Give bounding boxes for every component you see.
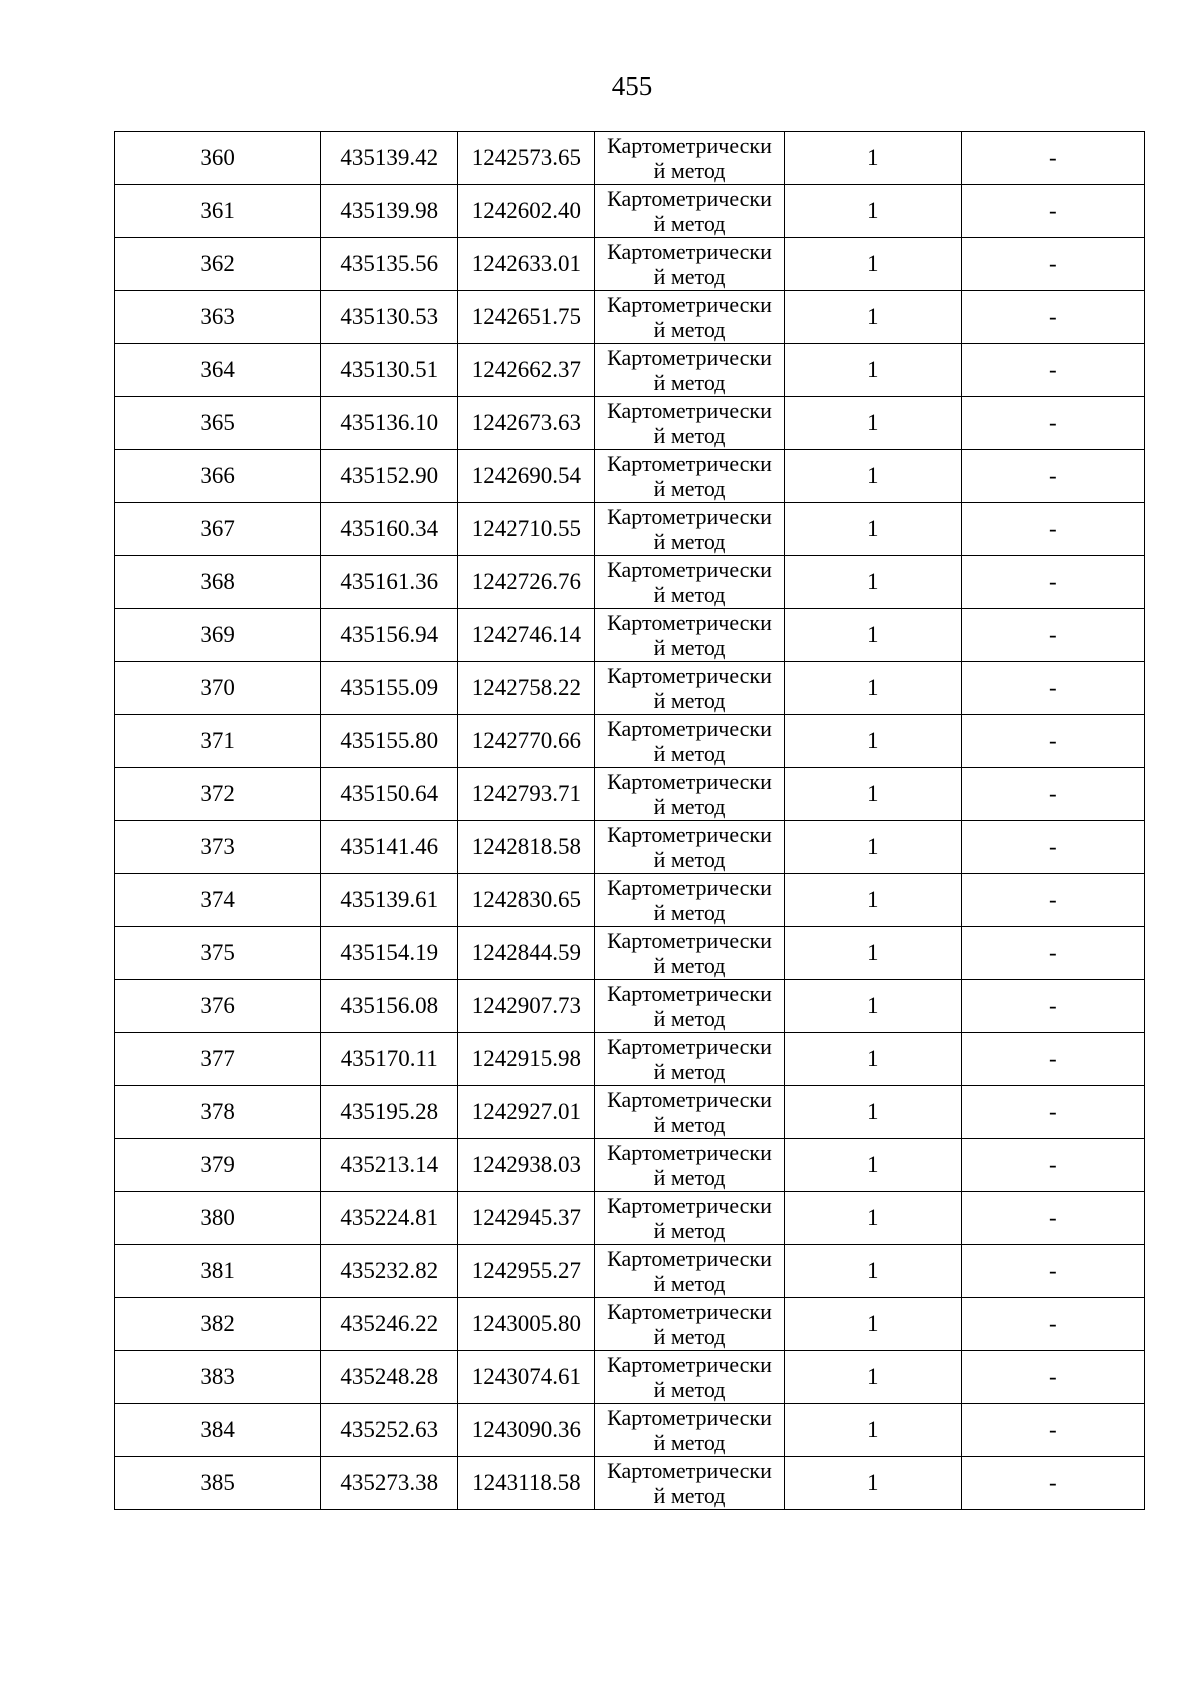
x-coordinate-cell: 435224.81 — [321, 1192, 458, 1245]
method-text-line-1: Картометрически — [607, 1193, 772, 1218]
method-cell — [595, 344, 784, 397]
y-coordinate-cell: 1242844.59 — [458, 927, 595, 980]
method-cell — [595, 768, 784, 821]
method-text-line-2: й метод — [653, 264, 726, 289]
description-cell: - — [961, 874, 1144, 927]
table-row — [115, 980, 1145, 1033]
table-row — [115, 1298, 1145, 1351]
x-coordinate-cell: 435156.94 — [321, 609, 458, 662]
point-number-cell: 361 — [115, 185, 321, 238]
method-cell — [595, 1033, 784, 1086]
method-text-line-2: й метод — [653, 953, 726, 978]
method-text-line-1: Картометрически — [607, 186, 772, 211]
method-text-line-2: й метод — [653, 529, 726, 554]
method-text-line-1: Картометрически — [607, 292, 772, 317]
point-number-cell: 383 — [115, 1351, 321, 1404]
description-cell: - — [961, 1192, 1144, 1245]
x-coordinate-cell: 435213.14 — [321, 1139, 458, 1192]
x-coordinate-cell: 435232.82 — [321, 1245, 458, 1298]
method-text-line-1: Картометрически — [607, 610, 772, 635]
method-text-line-1: Картометрически — [607, 1405, 772, 1430]
method-cell — [595, 1404, 784, 1457]
point-number-cell: 360 — [115, 132, 321, 185]
method-cell — [595, 397, 784, 450]
x-coordinate-cell: 435170.11 — [321, 1033, 458, 1086]
x-coordinate-cell: 435248.28 — [321, 1351, 458, 1404]
point-number-cell: 370 — [115, 662, 321, 715]
accuracy-cell: 1 — [784, 1192, 961, 1245]
y-coordinate-cell: 1242758.22 — [458, 662, 595, 715]
x-coordinate-cell: 435139.61 — [321, 874, 458, 927]
y-coordinate-cell: 1242818.58 — [458, 821, 595, 874]
method-text-line-2: й метод — [653, 1165, 726, 1190]
method-cell — [595, 238, 784, 291]
method-cell — [595, 1086, 784, 1139]
page-number: 455 — [611, 71, 653, 101]
method-text-line-2: й метод — [653, 1059, 726, 1084]
table-row — [115, 132, 1145, 185]
description-cell: - — [961, 821, 1144, 874]
point-number-cell: 365 — [115, 397, 321, 450]
point-number-cell: 366 — [115, 450, 321, 503]
y-coordinate-cell: 1242673.63 — [458, 397, 595, 450]
method-cell — [595, 185, 784, 238]
y-coordinate-cell: 1242770.66 — [458, 715, 595, 768]
description-cell: - — [961, 238, 1144, 291]
method-text-line-2: й метод — [653, 1218, 726, 1243]
method-text-line-1: Картометрически — [607, 981, 772, 1006]
method-text-line-2: й метод — [653, 158, 726, 183]
method-text-line-2: й метод — [653, 582, 726, 607]
y-coordinate-cell: 1242710.55 — [458, 503, 595, 556]
y-coordinate-cell: 1242793.71 — [458, 768, 595, 821]
method-text-line-1: Картометрически — [607, 345, 772, 370]
description-cell: - — [961, 1457, 1144, 1510]
point-number-cell: 376 — [115, 980, 321, 1033]
method-text-line-1: Картометрически — [607, 1087, 772, 1112]
accuracy-cell: 1 — [784, 980, 961, 1033]
accuracy-cell: 1 — [784, 1033, 961, 1086]
point-number-cell: 364 — [115, 344, 321, 397]
y-coordinate-cell: 1243074.61 — [458, 1351, 595, 1404]
method-text-line-2: й метод — [653, 1430, 726, 1455]
y-coordinate-cell: 1242915.98 — [458, 1033, 595, 1086]
method-cell — [595, 556, 784, 609]
method-text-line-1: Картометрически — [607, 928, 772, 953]
x-coordinate-cell: 435273.38 — [321, 1457, 458, 1510]
description-cell: - — [961, 397, 1144, 450]
method-text-line-1: Картометрически — [607, 557, 772, 582]
x-coordinate-cell: 435155.09 — [321, 662, 458, 715]
x-coordinate-cell: 435150.64 — [321, 768, 458, 821]
accuracy-cell: 1 — [784, 768, 961, 821]
method-cell — [595, 1139, 784, 1192]
description-cell: - — [961, 1086, 1144, 1139]
x-coordinate-cell: 435252.63 — [321, 1404, 458, 1457]
y-coordinate-cell: 1243118.58 — [458, 1457, 595, 1510]
accuracy-cell: 1 — [784, 715, 961, 768]
table-row — [115, 1245, 1145, 1298]
table-row — [115, 450, 1145, 503]
description-cell: - — [961, 1404, 1144, 1457]
x-coordinate-cell: 435161.36 — [321, 556, 458, 609]
point-number-cell: 363 — [115, 291, 321, 344]
table-row — [115, 662, 1145, 715]
accuracy-cell: 1 — [784, 1351, 961, 1404]
x-coordinate-cell: 435156.08 — [321, 980, 458, 1033]
method-cell — [595, 715, 784, 768]
accuracy-cell: 1 — [784, 238, 961, 291]
y-coordinate-cell: 1242690.54 — [458, 450, 595, 503]
point-number-cell: 378 — [115, 1086, 321, 1139]
y-coordinate-cell: 1242651.75 — [458, 291, 595, 344]
point-number-cell: 362 — [115, 238, 321, 291]
point-number-cell: 384 — [115, 1404, 321, 1457]
table-row — [115, 1404, 1145, 1457]
method-text-line-2: й метод — [653, 476, 726, 501]
description-cell: - — [961, 344, 1144, 397]
coordinates-table-body — [115, 132, 1145, 1510]
description-cell: - — [961, 715, 1144, 768]
method-cell — [595, 1298, 784, 1351]
point-number-cell: 368 — [115, 556, 321, 609]
coordinates-table — [114, 131, 1145, 1510]
method-text-line-1: Картометрически — [607, 133, 772, 158]
accuracy-cell: 1 — [784, 1404, 961, 1457]
point-number-cell: 382 — [115, 1298, 321, 1351]
method-cell — [595, 1192, 784, 1245]
method-text-line-2: й метод — [653, 211, 726, 236]
table-row — [115, 927, 1145, 980]
table-row — [115, 1033, 1145, 1086]
method-text-line-2: й метод — [653, 317, 726, 342]
point-number-cell: 377 — [115, 1033, 321, 1086]
accuracy-cell: 1 — [784, 662, 961, 715]
table-row — [115, 1086, 1145, 1139]
y-coordinate-cell: 1242907.73 — [458, 980, 595, 1033]
table-row — [115, 1351, 1145, 1404]
table-row — [115, 556, 1145, 609]
table-row — [115, 291, 1145, 344]
x-coordinate-cell: 435160.34 — [321, 503, 458, 556]
description-cell: - — [961, 1298, 1144, 1351]
method-text-line-1: Картометрически — [607, 822, 772, 847]
accuracy-cell: 1 — [784, 1086, 961, 1139]
point-number-cell: 367 — [115, 503, 321, 556]
point-number-cell: 374 — [115, 874, 321, 927]
method-cell — [595, 662, 784, 715]
table-row — [115, 1192, 1145, 1245]
method-text-line-1: Картометрически — [607, 769, 772, 794]
x-coordinate-cell: 435130.53 — [321, 291, 458, 344]
point-number-cell: 371 — [115, 715, 321, 768]
description-cell: - — [961, 662, 1144, 715]
description-cell: - — [961, 1139, 1144, 1192]
method-text-line-2: й метод — [653, 900, 726, 925]
x-coordinate-cell: 435136.10 — [321, 397, 458, 450]
table-row — [115, 344, 1145, 397]
y-coordinate-cell: 1242573.65 — [458, 132, 595, 185]
accuracy-cell: 1 — [784, 874, 961, 927]
method-cell — [595, 609, 784, 662]
x-coordinate-cell: 435195.28 — [321, 1086, 458, 1139]
method-text-line-2: й метод — [653, 1006, 726, 1031]
y-coordinate-cell: 1242927.01 — [458, 1086, 595, 1139]
accuracy-cell: 1 — [784, 132, 961, 185]
x-coordinate-cell: 435130.51 — [321, 344, 458, 397]
method-cell — [595, 1245, 784, 1298]
accuracy-cell: 1 — [784, 609, 961, 662]
x-coordinate-cell: 435135.56 — [321, 238, 458, 291]
method-text-line-1: Картометрически — [607, 398, 772, 423]
method-text-line-1: Картометрически — [607, 1140, 772, 1165]
method-text-line-2: й метод — [653, 1377, 726, 1402]
y-coordinate-cell: 1242662.37 — [458, 344, 595, 397]
description-cell: - — [961, 185, 1144, 238]
y-coordinate-cell: 1242830.65 — [458, 874, 595, 927]
table-row — [115, 238, 1145, 291]
y-coordinate-cell: 1242938.03 — [458, 1139, 595, 1192]
method-text-line-2: й метод — [653, 794, 726, 819]
table-row — [115, 821, 1145, 874]
method-text-line-1: Картометрически — [607, 504, 772, 529]
description-cell: - — [961, 450, 1144, 503]
method-cell — [595, 927, 784, 980]
accuracy-cell: 1 — [784, 1457, 961, 1510]
y-coordinate-cell: 1242955.27 — [458, 1245, 595, 1298]
method-text-line-1: Картометрически — [607, 663, 772, 688]
accuracy-cell: 1 — [784, 1298, 961, 1351]
method-text-line-2: й метод — [653, 1271, 726, 1296]
accuracy-cell: 1 — [784, 291, 961, 344]
accuracy-cell: 1 — [784, 450, 961, 503]
description-cell: - — [961, 768, 1144, 821]
table-row — [115, 768, 1145, 821]
accuracy-cell: 1 — [784, 397, 961, 450]
accuracy-cell: 1 — [784, 556, 961, 609]
method-cell — [595, 821, 784, 874]
accuracy-cell: 1 — [784, 344, 961, 397]
description-cell: - — [961, 1033, 1144, 1086]
y-coordinate-cell: 1242746.14 — [458, 609, 595, 662]
x-coordinate-cell: 435139.42 — [321, 132, 458, 185]
method-cell — [595, 980, 784, 1033]
x-coordinate-cell: 435154.19 — [321, 927, 458, 980]
method-cell — [595, 503, 784, 556]
method-text-line-1: Картометрически — [607, 451, 772, 476]
method-cell — [595, 291, 784, 344]
method-text-line-1: Картометрически — [607, 716, 772, 741]
table-row — [115, 503, 1145, 556]
method-text-line-2: й метод — [653, 1324, 726, 1349]
method-cell — [595, 1351, 784, 1404]
x-coordinate-cell: 435139.98 — [321, 185, 458, 238]
description-cell: - — [961, 503, 1144, 556]
method-cell — [595, 874, 784, 927]
method-text-line-1: Картометрически — [607, 1352, 772, 1377]
x-coordinate-cell: 435141.46 — [321, 821, 458, 874]
y-coordinate-cell: 1242633.01 — [458, 238, 595, 291]
point-number-cell: 372 — [115, 768, 321, 821]
method-text-line-2: й метод — [653, 1483, 726, 1508]
y-coordinate-cell: 1242945.37 — [458, 1192, 595, 1245]
table-row — [115, 874, 1145, 927]
method-text-line-1: Картометрически — [607, 875, 772, 900]
method-text-line-2: й метод — [653, 688, 726, 713]
accuracy-cell: 1 — [784, 1139, 961, 1192]
y-coordinate-cell: 1243090.36 — [458, 1404, 595, 1457]
description-cell: - — [961, 556, 1144, 609]
description-cell: - — [961, 1351, 1144, 1404]
accuracy-cell: 1 — [784, 821, 961, 874]
y-coordinate-cell: 1243005.80 — [458, 1298, 595, 1351]
accuracy-cell: 1 — [784, 1245, 961, 1298]
table-row — [115, 609, 1145, 662]
y-coordinate-cell: 1242602.40 — [458, 185, 595, 238]
method-text-line-1: Картометрически — [607, 1458, 772, 1483]
description-cell: - — [961, 609, 1144, 662]
x-coordinate-cell: 435152.90 — [321, 450, 458, 503]
method-cell — [595, 1457, 784, 1510]
table-row — [115, 397, 1145, 450]
method-text-line-2: й метод — [653, 847, 726, 872]
table-row — [115, 1457, 1145, 1510]
description-cell: - — [961, 927, 1144, 980]
method-text-line-2: й метод — [653, 741, 726, 766]
accuracy-cell: 1 — [784, 503, 961, 556]
description-cell: - — [961, 980, 1144, 1033]
point-number-cell: 375 — [115, 927, 321, 980]
x-coordinate-cell: 435246.22 — [321, 1298, 458, 1351]
method-text-line-1: Картометрически — [607, 1034, 772, 1059]
point-number-cell: 379 — [115, 1139, 321, 1192]
point-number-cell: 385 — [115, 1457, 321, 1510]
method-cell — [595, 132, 784, 185]
y-coordinate-cell: 1242726.76 — [458, 556, 595, 609]
description-cell: - — [961, 1245, 1144, 1298]
accuracy-cell: 1 — [784, 185, 961, 238]
method-cell — [595, 450, 784, 503]
point-number-cell: 380 — [115, 1192, 321, 1245]
method-text-line-2: й метод — [653, 370, 726, 395]
accuracy-cell: 1 — [784, 927, 961, 980]
point-number-cell: 381 — [115, 1245, 321, 1298]
point-number-cell: 369 — [115, 609, 321, 662]
table-row — [115, 185, 1145, 238]
point-number-cell: 373 — [115, 821, 321, 874]
table-row — [115, 715, 1145, 768]
method-text-line-2: й метод — [653, 635, 726, 660]
description-cell: - — [961, 291, 1144, 344]
method-text-line-1: Картометрически — [607, 239, 772, 264]
description-cell: - — [961, 132, 1144, 185]
method-text-line-1: Картометрически — [607, 1299, 772, 1324]
method-text-line-2: й метод — [653, 1112, 726, 1137]
table-row — [115, 1139, 1145, 1192]
method-text-line-2: й метод — [653, 423, 726, 448]
method-text-line-1: Картометрически — [607, 1246, 772, 1271]
x-coordinate-cell: 435155.80 — [321, 715, 458, 768]
